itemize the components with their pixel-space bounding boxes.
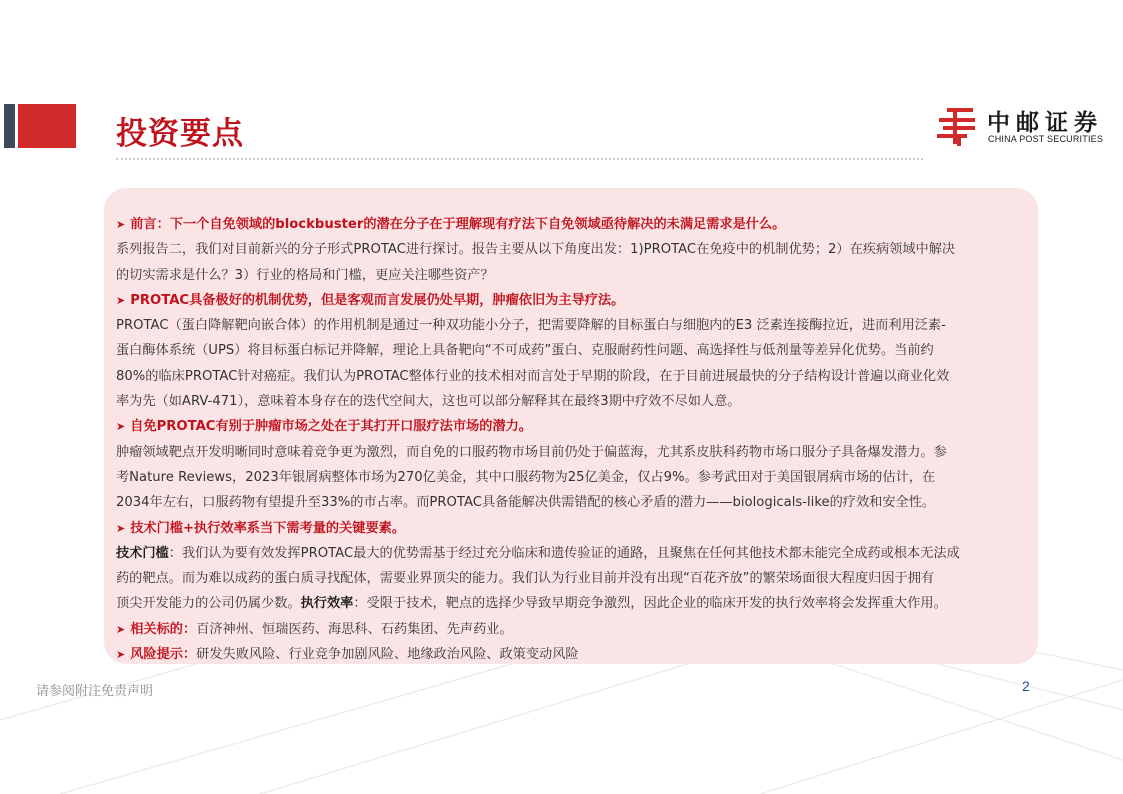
header-accent-bar-dark <box>4 104 15 148</box>
page-number: 2 <box>1022 678 1030 694</box>
china-post-logo-icon <box>937 104 981 148</box>
paragraph-line: PROTAC（蛋白降解靶向嵌合体）的作用机制是通过一种双功能小分子，把需要降解的目标蛋白与细胞内的E3 泛素连接酶拉近，进而利用泛素- <box>116 318 946 334</box>
term-execution-efficiency: 执行效率 <box>300 596 354 612</box>
section-heading-intro: ➤ 前言：下一个自免领域的blockbuster的潜在分子在于理解现有疗法下自免领域亟待解决的未满足需求是什么。 <box>116 217 786 232</box>
section-body-intro <box>116 237 1016 288</box>
arrow-bullet-icon: ➤ <box>116 648 126 662</box>
arrow-bullet-icon: ➤ <box>116 622 126 636</box>
term-tech-barrier: 技术门槛 <box>116 545 169 561</box>
section-body-key-factors <box>116 541 1016 617</box>
logo-english-name: CHINA POST SECURITIES <box>988 134 1104 144</box>
arrow-bullet-icon: ➤ <box>116 521 126 535</box>
paragraph-line: 系列报告二，我们对目前新兴的分子形式PROTAC进行探讨。报告主要从以下角度出发：1)PROTAC在免疫中的机制优势；2）在疾病领域中解决 <box>116 242 956 258</box>
paragraph-line: 80%的临床PROTAC针对癌症。我们认为PROTAC整体行业的技术相对而言处于早期的阶段，在于目前进展最快的分子结构设计普遍以商业化效 <box>116 368 950 384</box>
section-heading-market: ➤ 自免PROTAC有别于肿瘤市场之处在于其打开口服疗法市场的潜力。 <box>116 419 532 435</box>
page-title: 投资要点 <box>116 116 244 152</box>
arrow-bullet-icon: ➤ <box>116 420 126 434</box>
header-accent-bar-red <box>18 104 76 148</box>
section-heading-key-factors: ➤ 技术门槛+执行效率系当下需考量的关键要素。 <box>116 520 406 536</box>
paragraph-line: 药的靶点。而为难以成药的蛋白质寻找配体，需要业界顶尖的能力。我们认为行业目前并没有出现“百花齐放”的繁荣场面很大程度归因于拥有 <box>116 571 935 587</box>
company-logo <box>937 104 1112 148</box>
section-heading-mechanism: ➤ PROTAC具备极好的机制优势，但是客观而言发展仍处早期，肿瘤依旧为主导疗法。 <box>116 292 625 308</box>
paragraph-line: 顶尖开发能力的公司仍属少数。执行效率：受限于技术，靶点的选择少导致早期竞争激烈，因此企业的临床开发的执行效率将会发挥重大作用。 <box>116 596 947 612</box>
paragraph-line: 考Nature Reviews，2023年银屑病整体市场为270亿美金，其中口服药物为25亿美金，仅占9%。参考武田对于美国银屑病市场的估计，在 <box>116 469 936 485</box>
section-risk-warning: ➤ 风险提示：研发失败风险、行业竞争加剧风险、地缘政治风险、政策变动风险 <box>116 647 579 663</box>
section-related-stocks: ➤ 相关标的：百济神州、恒瑞医药、海思科、石药集团、先声药业。 <box>116 621 513 637</box>
paragraph-line: 肿瘤领域靶点开发明晰同时意味着竞争更为激烈，而自免的口服药物市场目前仍处于偏蓝海，尤其系皮肤科药物市场口服分子具备爆发潜力。参 <box>116 444 947 460</box>
paragraph-line: 率为先（如ARV-471），意味着本身存在的迭代空间大，这也可以部分解释其在最终3期中疗效不尽如人意。 <box>116 394 741 410</box>
section-body-mechanism <box>116 313 1016 414</box>
paragraph-line: 技术门槛：我们认为要有效发挥PROTAC最大的优势需基于经过充分临床和遗传验证的通路，且聚焦在任何其他技术都未能完全成药或根本无法成 <box>116 545 960 561</box>
arrow-bullet-icon: ➤ <box>116 218 126 231</box>
title-divider <box>116 158 923 160</box>
paragraph-line: 的切实需求是什么？3）行业的格局和门槛，更应关注哪些资产？ <box>116 267 494 283</box>
paragraph-line: 2034年左右，口服药物有望提升至33%的市占率。而PROTAC具备能解决供需错配的核心矛盾的潜力——biologicals-like的疗效和安全性。 <box>116 495 936 511</box>
logo-chinese-name: 中邮证券 <box>987 110 1103 136</box>
paragraph-line: 蛋白酶体系统（UPS）将目标蛋白标记并降解，理论上具备靶向“不可成药”蛋白、克服耐药性问题、高选择性与低剂量等差异化优势。当前约 <box>116 343 934 359</box>
section-body-market <box>116 440 1016 516</box>
arrow-bullet-icon: ➤ <box>116 293 126 307</box>
disclaimer-note: 请参阅附注免责声明 <box>36 684 154 699</box>
content-body <box>116 212 1016 667</box>
